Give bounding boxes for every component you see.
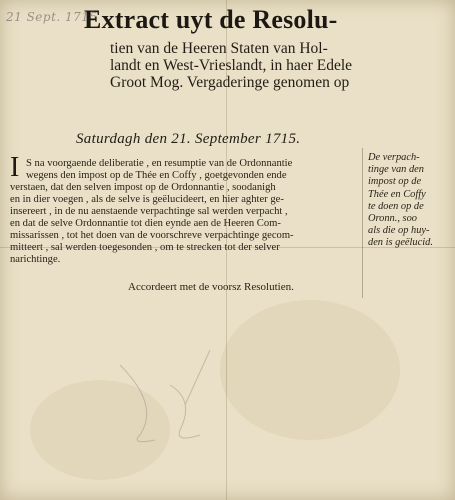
body-line: wegens den impost op de Thée en Coffy , goetgevonden ende — [26, 170, 287, 181]
body-line: verstaen, dat den selven impost op de Ordonnantie , soodanigh — [10, 182, 276, 193]
document-title: Extract uyt de Resolu- — [84, 5, 338, 34]
body-line: S na voorgaende deliberatie , en resumptie van de Ordonnantie — [26, 158, 293, 169]
margin-note — [368, 152, 454, 250]
body-line: mitteert , sal werden toegesonden , om te strecken tot der selver — [10, 242, 280, 253]
margin-rule — [362, 148, 363, 298]
resolution-date: Saturdagh den 21. September 1715. — [76, 131, 301, 147]
body-line: missarissen , tot het doen van de voorschreve verpachtinge gecom- — [10, 230, 294, 241]
body-line: insereert , in de nu aenstaende verpachtinge sal werden verpacht , — [10, 206, 288, 217]
pencil-scribble — [100, 345, 250, 455]
document-title-continuation: tien van de Heeren Staten van Hol- landt en West-Vrieslandt, in haer Edele Groot Mog. Vergaderinge genomen op — [110, 40, 353, 91]
margin-note-line: als die op huy- — [368, 225, 430, 237]
margin-note-line: Oronn., soo — [368, 213, 417, 225]
margin-note-line: impost op de — [368, 176, 422, 188]
margin-note-line: te doen op de — [368, 200, 424, 212]
margin-note-line: Thée en Coffy — [368, 188, 426, 200]
body-line: en in dier voegen , als de selve is geëlucideert, en hier aghter ge- — [10, 194, 284, 205]
handwritten-date-annotation: 21 Sept. 1715 — [6, 10, 98, 24]
margin-note-line: De verpach- — [368, 152, 420, 163]
body-line: narichtinge. — [10, 254, 61, 265]
body-line: en dat de selve Ordonnantie tot dien eynde aen de Heeren Com- — [10, 218, 281, 229]
margin-note-line: tinge van den — [368, 164, 424, 176]
drop-cap: I — [10, 152, 20, 183]
margin-note-line: den is geëlucid. — [368, 237, 433, 249]
closing-line: Accordeert met de voorsz Resolutien. — [128, 281, 294, 293]
